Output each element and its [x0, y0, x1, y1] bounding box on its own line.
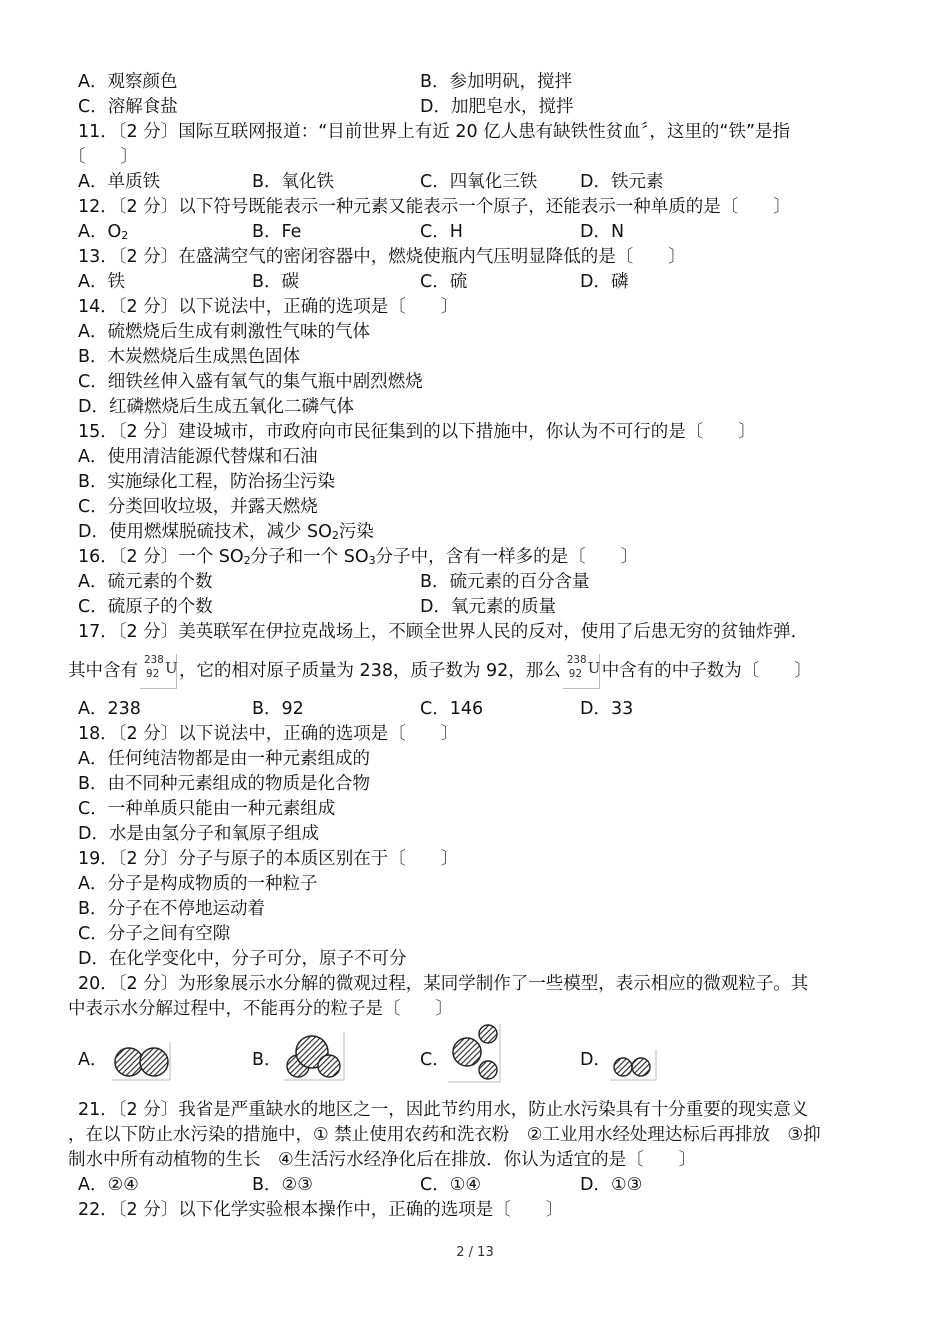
q13-option-a: A．铁 [78, 272, 125, 292]
q15-option-a: A．使用清洁能源代替煤和石油 [78, 447, 318, 467]
uranium-nuclide-symbol: 238 92 U [140, 654, 177, 689]
q10-option-b: B．参加明矾，搅拌 [420, 72, 573, 92]
q14-option-a: A．硫燃烧后生成有刺激性气味的气体 [78, 322, 370, 342]
q14-stem: 14．〔2 分〕以下说法中，正确的选项是〔 〕 [78, 297, 459, 317]
q20-stem-cont: 中表示水分解过程中，不能再分的粒子是〔 〕 [68, 999, 453, 1019]
q21-option-c: C．①④ [420, 1175, 482, 1195]
q16-option-c: C．硫原子的个数 [78, 597, 213, 617]
q17-option-d: D．33 [580, 699, 634, 719]
q22-stem: 22．〔2 分〕以下化学实验根本操作中，正确的选项是〔 〕 [78, 1200, 564, 1220]
q12-stem: 12．〔2 分〕以下符号既能表示一种元素又能表示一个原子，还能表示一种单质的是〔 〕 [78, 197, 791, 217]
q17-stem: 17．〔2 分〕美英联军在伊拉克战场上，不顾全世界人民的反对，使用了后患无穷的贫铀炸弹． [78, 622, 809, 642]
q20-option-c-molecule-image [446, 1022, 504, 1084]
q13-option-d: D．磷 [580, 272, 629, 292]
q11-option-b: B．氧化铁 [252, 172, 335, 192]
q20-option-a-label: A． [78, 1050, 108, 1070]
q19-option-b: B．分子在不停地运动着 [78, 899, 266, 919]
q13-stem: 13．〔2 分〕在盛满空气的密闭容器中，燃烧使瓶内气压明显降低的是〔 〕 [78, 247, 686, 267]
q20-option-a-molecule-image [110, 1040, 174, 1082]
q14-option-c: C．细铁丝伸入盛有氧气的集气瓶中剧烈燃烧 [78, 372, 423, 392]
q21-stem-cont-1: ，在以下防止水污染的措施中，① 禁止使用农药和洗衣粉 ②工业用水经处理达标后再排放 ③抑 [68, 1125, 821, 1145]
q20-option-d-label: D． [580, 1050, 611, 1070]
q12-option-c: C．H [420, 222, 463, 242]
q11-option-d: D．铁元素 [580, 172, 664, 192]
q15-option-d: D．使用燃煤脱硫技术，减少 $SO_2$污染 [78, 522, 374, 542]
uranium-nuclide-symbol: 238 92 U [563, 654, 600, 689]
q12-option-b: B．Fe [252, 222, 302, 242]
q15-option-b: B．实施绿化工程，防治扬尘污染 [78, 472, 336, 492]
q20-option-c-label: C． [420, 1050, 450, 1070]
q21-option-a: A．②④ [78, 1175, 139, 1195]
q17-option-c: C．146 [420, 699, 484, 719]
q21-stem-cont-2: 制水中所有动植物的生长 ④生活污水经净化后在排放．你认为适宜的是〔 〕 [68, 1150, 697, 1170]
q11-stem: 11．〔2 分〕国际互联网报道：“目前世界上有近 20 亿人患有缺铁性贫血〞，这里的“铁”是指 [78, 122, 791, 142]
q18-option-b: B．由不同种元素组成的物质是化合物 [78, 774, 371, 794]
q20-option-b-label: B． [252, 1050, 282, 1070]
q10-option-d: D．加肥皂水，搅拌 [420, 97, 574, 117]
q18-stem: 18．〔2 分〕以下说法中，正确的选项是〔 〕 [78, 724, 459, 744]
q14-option-b: B．木炭燃烧后生成黑色固体 [78, 347, 301, 367]
q21-stem: 21．〔2 分〕我省是严重缺水的地区之一，因此节约用水，防止水污染具有十分重要的现实意义 [78, 1100, 809, 1120]
q20-option-b-molecule-image [282, 1030, 348, 1082]
q14-option-d: D．红磷燃烧后生成五氧化二磷气体 [78, 397, 354, 417]
q19-stem: 19．〔2 分〕分子与原子的本质区别在于〔 〕 [78, 849, 459, 869]
page-number: 2 / 13 [456, 1245, 494, 1260]
q15-stem: 15．〔2 分〕建设城市，市政府向市民征集到的以下措施中，你认为不可行的是〔 〕 [78, 422, 756, 442]
q19-option-c: C．分子之间有空隙 [78, 924, 231, 944]
q16-option-d: D．氧元素的质量 [420, 597, 556, 617]
q13-option-c: C．硫 [420, 272, 468, 292]
q17-option-a: A．238 [78, 699, 141, 719]
q12-option-d: D．N [580, 222, 625, 242]
q10-option-c: C．溶解食盐 [78, 97, 178, 117]
q18-option-a: A．任何纯洁物都是由一种元素组成的 [78, 749, 370, 769]
q11-option-c: C．四氧化三铁 [420, 172, 538, 192]
q10-option-a: A．观察颜色 [78, 72, 178, 92]
q19-option-a: A．分子是构成物质的一种粒子 [78, 874, 318, 894]
q21-option-b: B．②③ [252, 1175, 313, 1195]
q16-stem: 16．〔2 分〕一个 $SO_2$分子和一个 $SO_3$分子中，含有一样多的是〔 〕 [78, 547, 639, 567]
q15-option-c: C．分类回收垃圾，并露天燃烧 [78, 497, 318, 517]
q16-option-b: B．硫元素的百分含量 [420, 572, 590, 592]
q17-stem-cont: 其中含有 238 92 U ，它的相对原子质量为 238，质子数为 92，那么 238 92 U 中含有的中子数为〔 〕 [68, 652, 812, 690]
q11-stem-cont: 〔 〕 [68, 147, 138, 167]
q18-option-d: D．水是由氢分子和氧原子组成 [78, 824, 319, 844]
q19-option-d: D．在化学变化中，分子可分，原子不可分 [78, 949, 407, 969]
q18-option-c: C．一种单质只能由一种元素组成 [78, 799, 336, 819]
q21-option-d: D．①③ [580, 1175, 643, 1195]
q12-option-a: A．$O_2$ [78, 222, 129, 242]
q17-option-b: B．92 [252, 699, 304, 719]
q20-stem: 20．〔2 分〕为形象展示水分解的微观过程，某同学制作了一些模型，表示相应的微观粒子。其 [78, 974, 809, 994]
q16-option-a: A．硫元素的个数 [78, 572, 213, 592]
q13-option-b: B．碳 [252, 272, 300, 292]
q20-option-d-molecule-image [608, 1048, 660, 1082]
q11-option-a: A．单质铁 [78, 172, 160, 192]
